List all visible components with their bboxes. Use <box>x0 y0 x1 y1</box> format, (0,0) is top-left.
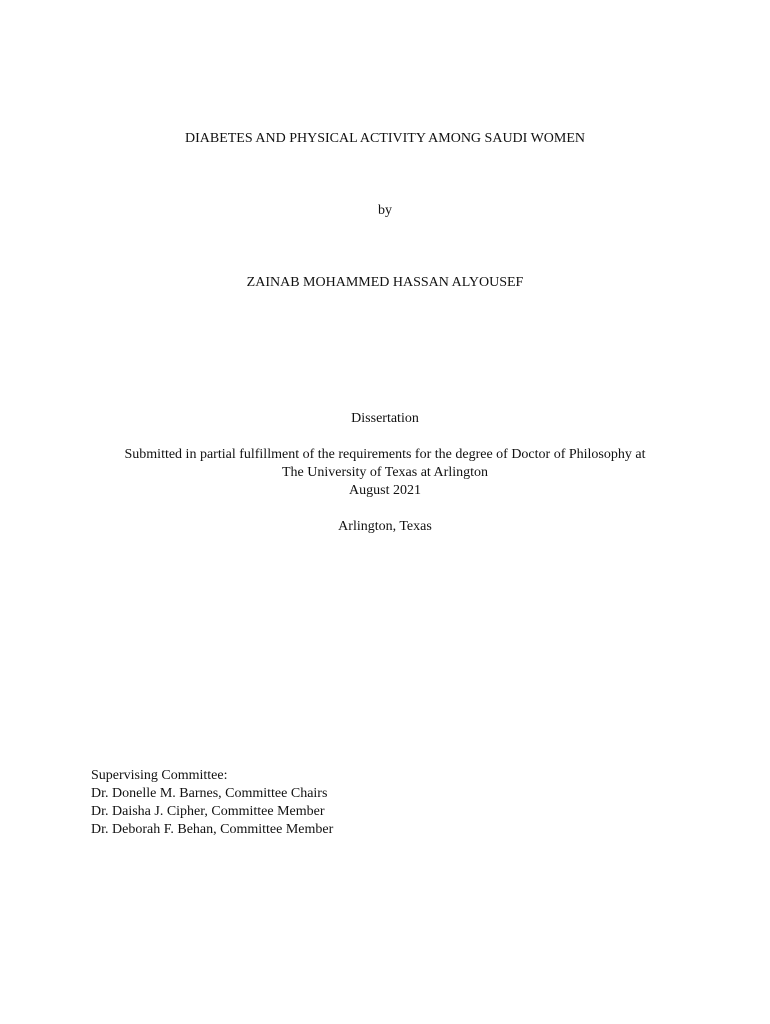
submission-date: August 2021 <box>349 483 421 498</box>
submission-statement: Submitted in partial fulfillment of the requirements for the degree of Doctor of Philosophy at <box>124 447 646 462</box>
university-name: The University of Texas at Arlington <box>281 465 488 480</box>
committee-heading: Supervising Committee: <box>91 768 228 783</box>
by-label: by <box>378 203 392 218</box>
location: Arlington, Texas <box>338 519 432 534</box>
supervising-committee <box>91 767 333 839</box>
committee-member: Dr. Deborah F. Behan, Committee Member <box>91 822 334 837</box>
document-type: Dissertation <box>351 411 419 426</box>
committee-member: Dr. Donelle M. Barnes, Committee Chairs <box>91 786 328 801</box>
dissertation-title: DIABETES AND PHYSICAL ACTIVITY AMONG SAUDI WOMEN <box>184 131 586 146</box>
committee-member: Dr. Daisha J. Cipher, Committee Member <box>91 804 325 819</box>
author-name: ZAINAB MOHAMMED HASSAN ALYOUSEF <box>246 275 524 290</box>
